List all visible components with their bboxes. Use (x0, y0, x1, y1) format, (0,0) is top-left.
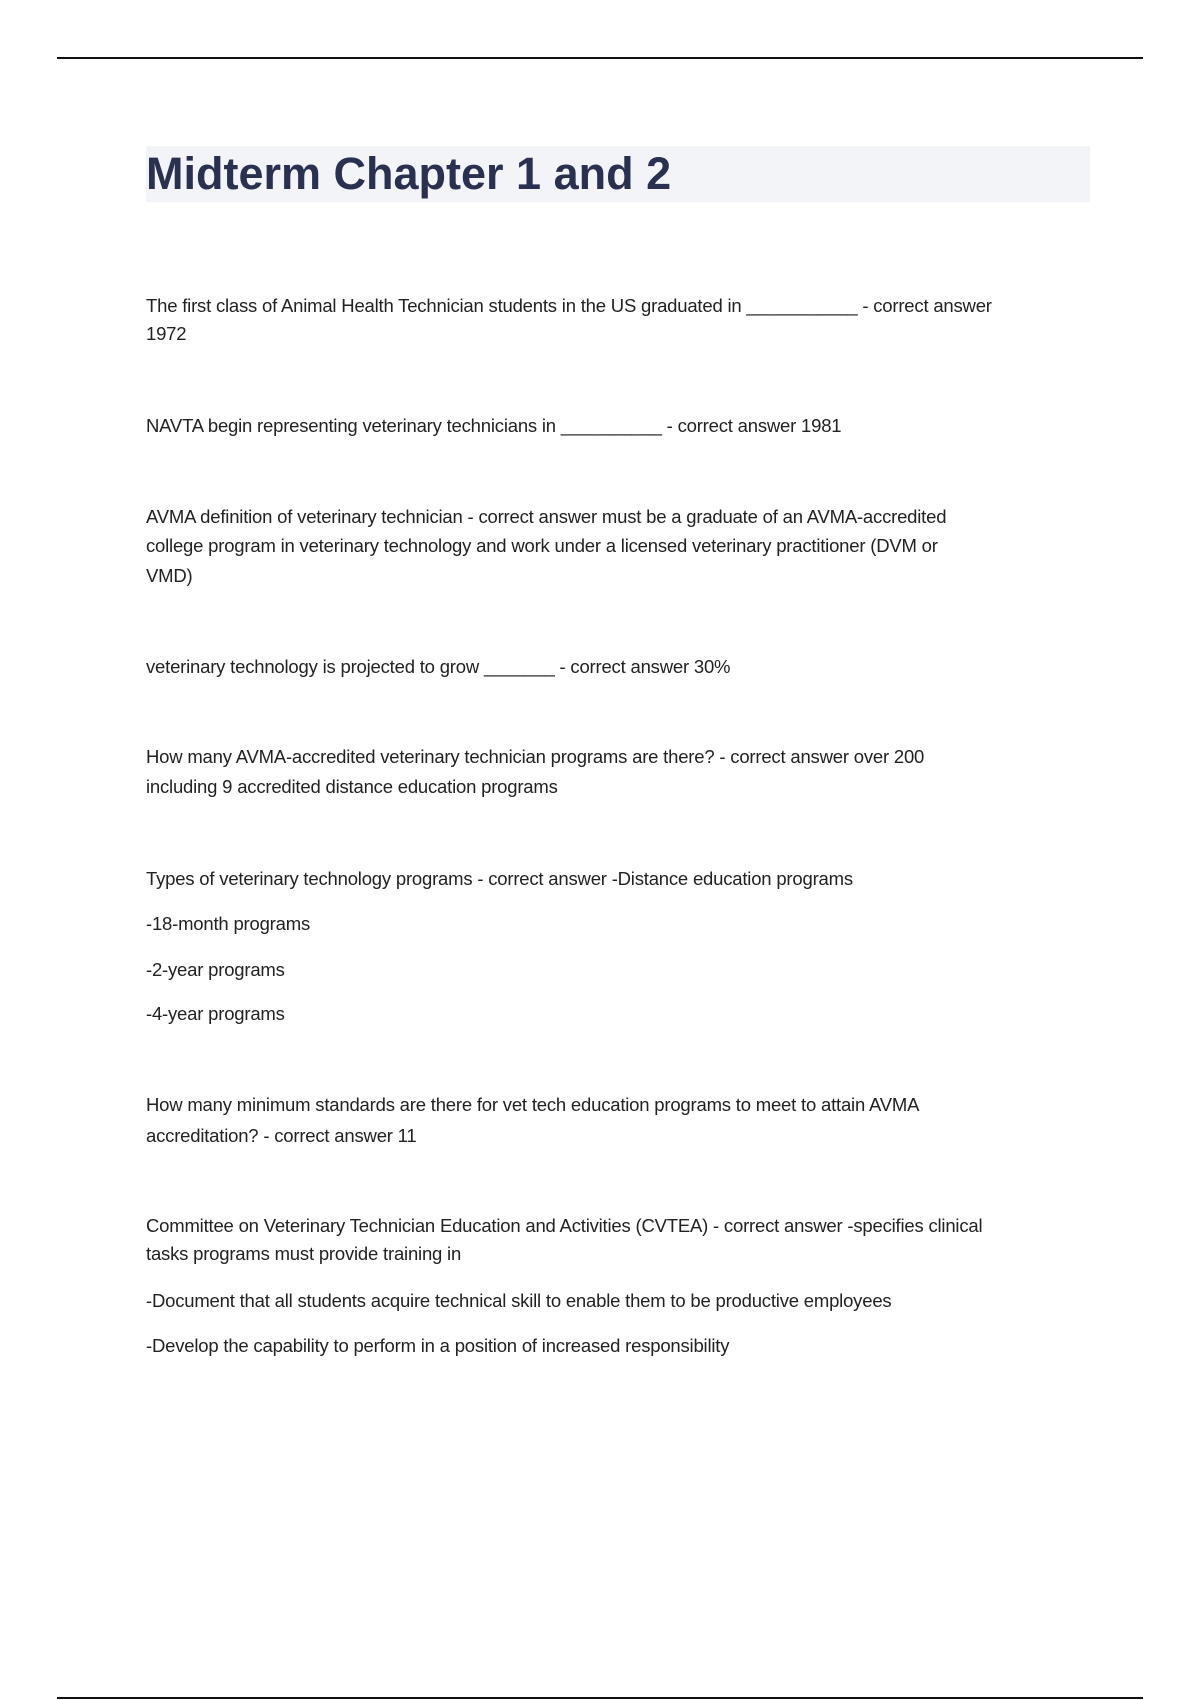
qa-line: How many AVMA-accredited veterinary technician programs are there? - correct answer over 200 (146, 746, 925, 767)
qa-line: tasks programs must provide training in (146, 1243, 462, 1264)
qa-line: AVMA definition of veterinary technician - correct answer must be a graduate of an AVMA-accredited (146, 506, 947, 527)
qa-line: -Develop the capability to perform in a position of increased responsibility (146, 1335, 730, 1356)
qa-line: -4-year programs (146, 1003, 285, 1024)
qa-line: 1972 (146, 323, 187, 344)
qa-line: college program in veterinary technology and work under a licensed veterinary practitioner (DVM or (146, 535, 938, 556)
qa-line: veterinary technology is projected to grow _______ - correct answer 30% (146, 656, 731, 677)
qa-line: How many minimum standards are there for vet tech education programs to meet to attain AVMA (146, 1094, 920, 1115)
qa-line: NAVTA begin representing veterinary technicians in __________ - correct answer 1981 (146, 415, 842, 436)
top-rule (57, 57, 1143, 59)
qa-line: Committee on Veterinary Technician Education and Activities (CVTEA) - correct answer -specifies clinical (146, 1215, 983, 1236)
qa-line: Types of veterinary technology programs - correct answer -Distance education programs (146, 868, 853, 889)
qa-line: -Document that all students acquire technical skill to enable them to be productive employees (146, 1290, 892, 1311)
bottom-rule (57, 1697, 1143, 1699)
qa-line: The first class of Animal Health Technician students in the US graduated in ___________ - correct answer (146, 295, 992, 316)
page-title: Midterm Chapter 1 and 2 (146, 148, 672, 199)
qa-line: -2-year programs (146, 959, 285, 980)
qa-line: VMD) (146, 565, 193, 586)
qa-line: accreditation? - correct answer 11 (146, 1125, 417, 1146)
qa-line: -18-month programs (146, 913, 310, 934)
qa-line: including 9 accredited distance education programs (146, 776, 558, 797)
